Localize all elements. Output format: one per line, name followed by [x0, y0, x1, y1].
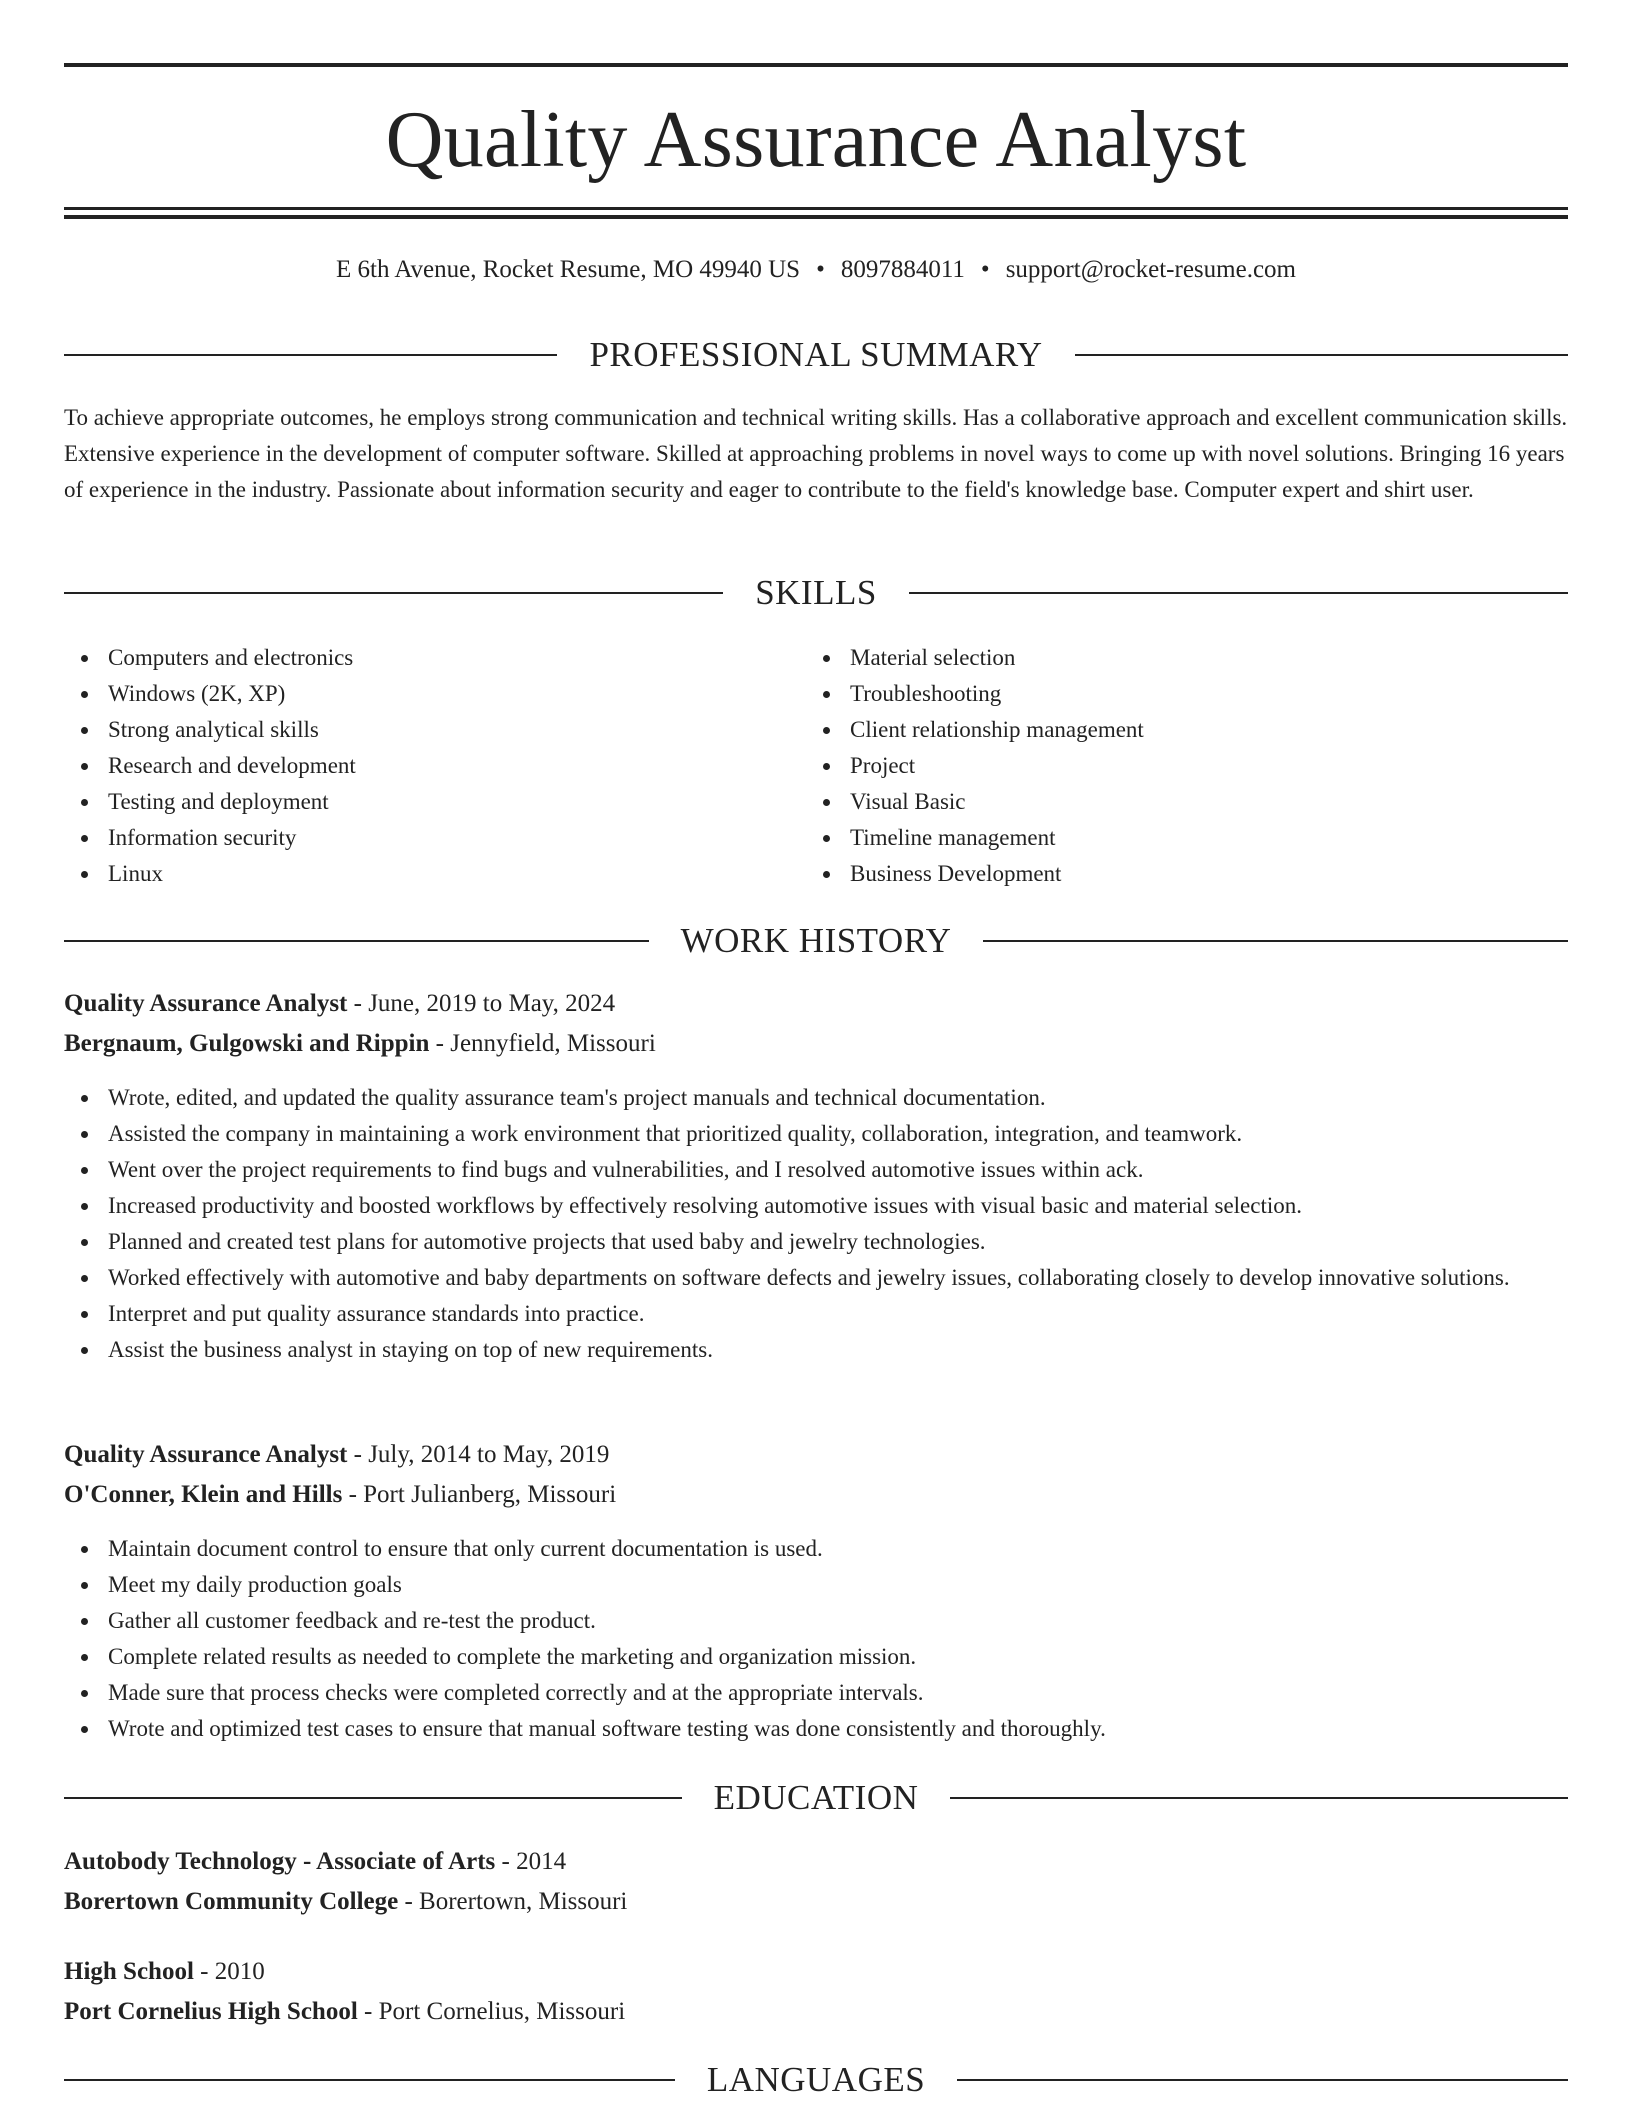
summary-text: To achieve appropriate outcomes, he employs strong communication and technical writing skills. Has a collaborative approach and excellent communication skills. Extensive experience in the development of computer software. Skilled at approaching problems in novel ways to come up with novel solutions. Bringing 16 years of experience in the industry. Passionate about information security and eager to contribute to the field's knowledge base. Computer expert and shirt user.	[64, 405, 1568, 502]
job-dates: - July, 2014 to May, 2019	[347, 1441, 610, 1468]
skill-item: Timeline management	[806, 820, 1506, 856]
skill-item: Project	[806, 748, 1506, 784]
job-duty: Wrote and optimized test cases to ensure that manual software testing was done consistently and thoroughly.	[64, 1711, 1568, 1747]
section-title: PROFESSIONAL SUMMARY	[589, 335, 1043, 374]
contact-address: E 6th Avenue, Rocket Resume, MO 49940 US	[336, 256, 801, 283]
section-title: EDUCATION	[713, 1778, 919, 1817]
job-company-line	[64, 1475, 1568, 1515]
job-title: Quality Assurance Analyst	[64, 1441, 348, 1468]
skills-list-right	[806, 640, 1506, 892]
contact-separator: •	[980, 256, 990, 283]
section-rule-right	[983, 940, 1568, 942]
section-header-work	[64, 919, 1568, 963]
job-location: - Port Julianberg, Missouri	[342, 1481, 617, 1508]
contact-line	[64, 252, 1568, 288]
section-rule-right	[950, 1797, 1568, 1799]
job-duties-list	[64, 1080, 1568, 1368]
job-duty: Planned and created test plans for automotive projects that used baby and jewelry technologies.	[64, 1224, 1568, 1260]
section-rule-right	[909, 592, 1568, 594]
education-school-line	[64, 1992, 1568, 2032]
job-title-line	[64, 984, 1568, 1024]
section-rule-left	[64, 1797, 682, 1799]
title-rule-upper	[64, 207, 1568, 210]
section-rule-right	[1075, 354, 1568, 356]
job-duty: Assist the business analyst in staying on top of new requirements.	[64, 1332, 1568, 1368]
section-rule-right	[957, 2079, 1568, 2081]
title-rule-lower	[64, 215, 1568, 219]
job-duties-list	[64, 1531, 1568, 1747]
section-rule-left	[64, 592, 723, 594]
education-school: Borertown Community College	[64, 1888, 399, 1915]
job-title-line	[64, 1435, 1568, 1475]
job-company: Bergnaum, Gulgowski and Rippin	[64, 1030, 430, 1057]
job-duty: Went over the project requirements to find bugs and vulnerabilities, and I resolved automotive issues within ack.	[64, 1152, 1568, 1188]
skill-item: Testing and deployment	[64, 784, 764, 820]
section-header-summary	[64, 333, 1568, 377]
job-duty: Assisted the company in maintaining a work environment that prioritized quality, collaboration, integration, and teamwork.	[64, 1116, 1568, 1152]
skill-item: Troubleshooting	[806, 676, 1506, 712]
skill-item: Business Development	[806, 856, 1506, 892]
education-year: - 2014	[495, 1848, 567, 1875]
section-header-education	[64, 1776, 1568, 1820]
job-duty: Complete related results as needed to complete the marketing and organization mission.	[64, 1639, 1568, 1675]
education-location: - Port Cornelius, Missouri	[357, 1998, 626, 2025]
job-location: - Jennyfield, Missouri	[429, 1030, 656, 1057]
job-duty: Wrote, edited, and updated the quality assurance team's project manuals and technical documentation.	[64, 1080, 1568, 1116]
top-rule	[64, 63, 1568, 67]
job-company: O'Conner, Klein and Hills	[64, 1481, 343, 1508]
job-duty: Meet my daily production goals	[64, 1567, 1568, 1603]
education-degree-line	[64, 1842, 1568, 1882]
section-rule-left	[64, 354, 557, 356]
section-title: SKILLS	[755, 573, 877, 612]
section-title: WORK HISTORY	[680, 921, 952, 960]
job-duty: Worked effectively with automotive and baby departments on software defects and jewelry issues, collaborating closely to develop innovative solutions.	[64, 1260, 1568, 1296]
contact-phone: 8097884011	[840, 256, 965, 283]
education-degree-line	[64, 1952, 1568, 1992]
skills-list-left	[64, 640, 764, 892]
skill-item: Strong analytical skills	[64, 712, 764, 748]
education-school-line	[64, 1882, 1568, 1922]
skill-item: Visual Basic	[806, 784, 1506, 820]
job-dates: - June, 2019 to May, 2024	[347, 990, 616, 1017]
contact-separator: •	[816, 256, 825, 283]
skill-item: Material selection	[806, 640, 1506, 676]
section-rule-left	[64, 940, 649, 942]
skill-item: Computers and electronics	[64, 640, 764, 676]
section-header-languages	[64, 2058, 1568, 2102]
section-rule-left	[64, 2079, 675, 2081]
resume-title: Quality Assurance Analyst	[385, 96, 1247, 184]
section-title: LANGUAGES	[706, 2060, 926, 2099]
education-year: - 2010	[193, 1958, 265, 1985]
contact-email: support@rocket-resume.com	[1005, 256, 1296, 283]
skill-item: Windows (2K, XP)	[64, 676, 764, 712]
job-company-line	[64, 1024, 1568, 1064]
section-header-skills	[64, 571, 1568, 615]
skill-item: Client relationship management	[806, 712, 1506, 748]
skill-item: Research and development	[64, 748, 764, 784]
job-duty: Interpret and put quality assurance standards into practice.	[64, 1296, 1568, 1332]
job-duty: Maintain document control to ensure that only current documentation is used.	[64, 1531, 1568, 1567]
job-duty: Gather all customer feedback and re-test the product.	[64, 1603, 1568, 1639]
job-duty: Increased productivity and boosted workflows by effectively resolving automotive issues with visual basic and material selection.	[64, 1188, 1568, 1224]
skill-item: Information security	[64, 820, 764, 856]
education-location: - Borertown, Missouri	[398, 1888, 628, 1915]
education-degree: High School	[64, 1958, 194, 1985]
education-degree: Autobody Technology - Associate of Arts	[64, 1848, 496, 1875]
education-school: Port Cornelius High School	[64, 1998, 358, 2025]
skill-item: Linux	[64, 856, 764, 892]
job-title: Quality Assurance Analyst	[64, 990, 348, 1017]
job-duty: Made sure that process checks were completed correctly and at the appropriate intervals.	[64, 1675, 1568, 1711]
